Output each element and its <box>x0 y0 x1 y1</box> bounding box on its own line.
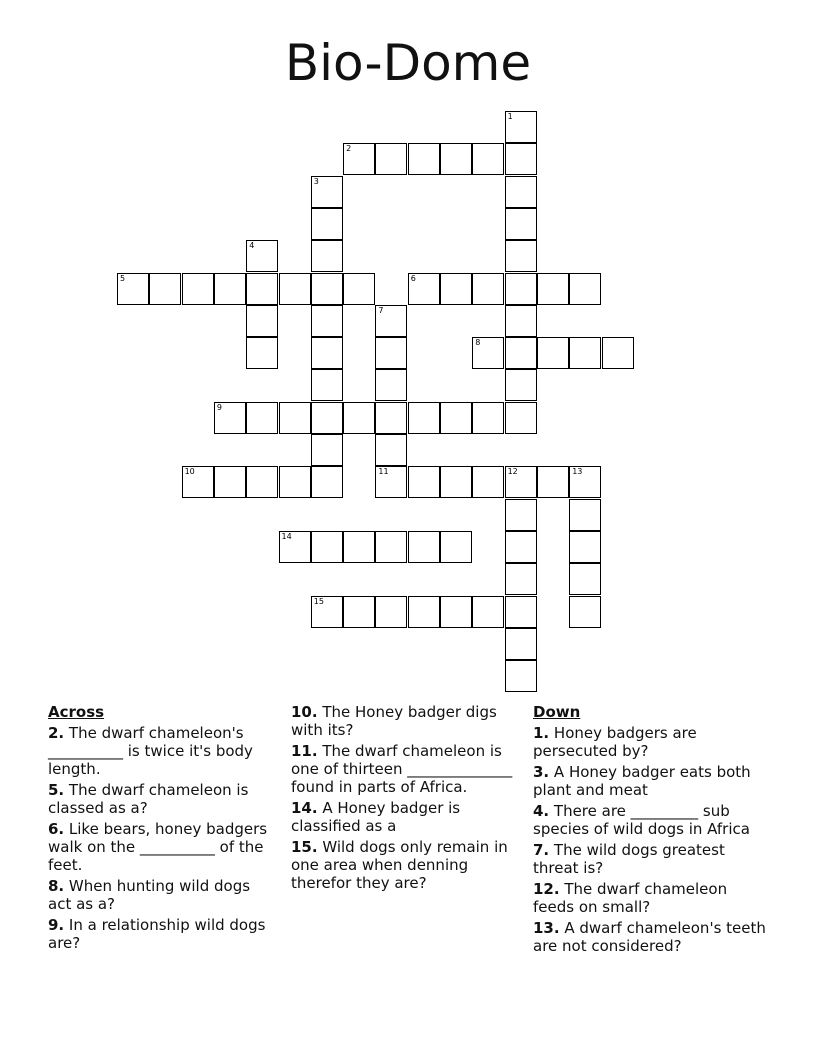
clue-number: 4. <box>533 802 550 820</box>
cell-number: 4 <box>249 241 255 251</box>
clue-number: 15. <box>291 838 318 856</box>
cell-number: 12 <box>507 467 518 477</box>
grid-cell[interactable] <box>246 402 278 434</box>
grid-cell[interactable] <box>505 273 537 305</box>
clue-number: 10. <box>291 703 318 721</box>
grid-cell[interactable] <box>343 143 375 175</box>
grid-cell[interactable] <box>311 434 343 466</box>
grid-cell[interactable] <box>311 596 343 628</box>
clue-text: A Honey badger eats both plant and meat <box>533 763 751 799</box>
grid-cell[interactable] <box>537 337 569 369</box>
page-title: Bio-Dome <box>284 34 532 92</box>
grid-cell[interactable] <box>505 305 537 337</box>
across-clues <box>48 703 276 955</box>
grid-cell[interactable] <box>569 531 601 563</box>
grid-cell[interactable] <box>279 466 311 498</box>
grid-cell[interactable] <box>505 240 537 272</box>
grid-cell[interactable] <box>472 466 504 498</box>
grid-cell[interactable] <box>569 563 601 595</box>
across-clue <box>291 838 519 892</box>
cell-number: 2 <box>346 144 352 154</box>
clue-text: A Honey badger is classified as a <box>291 799 461 835</box>
grid-cell[interactable] <box>246 466 278 498</box>
clue-text: The wild dogs greatest threat is? <box>533 841 725 877</box>
down-clue <box>533 724 768 760</box>
grid-cell[interactable] <box>214 466 246 498</box>
grid-cell[interactable] <box>569 466 601 498</box>
down-clue <box>533 919 768 955</box>
grid-cell[interactable] <box>505 337 537 369</box>
clue-text: The dwarf chameleon is one of thirteen ______________ found in parts of Africa. <box>291 742 513 796</box>
clue-number: 11. <box>291 742 318 760</box>
grid-cell[interactable] <box>343 402 375 434</box>
clue-number: 12. <box>533 880 560 898</box>
down-clue <box>533 802 768 838</box>
clue-text: The Honey badger digs with its? <box>291 703 497 739</box>
grid-cell[interactable] <box>311 273 343 305</box>
clue-text: A dwarf chameleon's teeth are not considered? <box>533 919 766 955</box>
grid-cell[interactable] <box>375 337 407 369</box>
grid-cell[interactable] <box>149 273 181 305</box>
grid-cell[interactable] <box>182 466 214 498</box>
clue-text: The dwarf chameleon's __________ is twice it's body length. <box>48 724 253 778</box>
grid-cell[interactable] <box>505 111 537 143</box>
grid-cell[interactable] <box>375 143 407 175</box>
grid-cell[interactable] <box>505 176 537 208</box>
grid-cell[interactable] <box>375 305 407 337</box>
across-clue <box>48 877 276 913</box>
across-clue <box>291 799 519 835</box>
across-clue <box>48 820 276 874</box>
grid-cell[interactable] <box>408 402 440 434</box>
down-clues <box>533 703 768 958</box>
clue-number: 14. <box>291 799 318 817</box>
across-clue <box>48 724 276 778</box>
grid-cell[interactable] <box>375 369 407 401</box>
grid-cell[interactable] <box>569 499 601 531</box>
grid-cell[interactable] <box>602 337 634 369</box>
grid-cell[interactable] <box>505 369 537 401</box>
grid-cell[interactable] <box>311 466 343 498</box>
across-clue <box>291 703 519 739</box>
clue-text: When hunting wild dogs act as a? <box>48 877 251 913</box>
grid-cell[interactable] <box>505 628 537 660</box>
grid-cell[interactable] <box>279 273 311 305</box>
grid-cell[interactable] <box>472 402 504 434</box>
grid-cell[interactable] <box>505 466 537 498</box>
clue-text: Like bears, honey badgers walk on the __________ of the feet. <box>48 820 268 874</box>
cell-number: 6 <box>410 273 416 283</box>
clue-text: There are _________ sub species of wild dogs in Africa <box>533 802 750 838</box>
across-heading: Across <box>48 703 105 721</box>
across-clue <box>48 781 276 817</box>
grid-cell[interactable] <box>311 208 343 240</box>
clue-text: The dwarf chameleon is classed as a? <box>48 781 249 817</box>
clue-text: Wild dogs only remain in one area when denning therefor they are? <box>291 838 508 892</box>
grid-cell[interactable] <box>440 531 472 563</box>
grid-cell[interactable] <box>440 273 472 305</box>
grid-cell[interactable] <box>343 596 375 628</box>
grid-cell[interactable] <box>408 596 440 628</box>
cell-number: 5 <box>120 273 126 283</box>
grid-cell[interactable] <box>505 208 537 240</box>
grid-cell[interactable] <box>472 337 504 369</box>
clue-number: 13. <box>533 919 560 937</box>
grid-cell[interactable] <box>246 240 278 272</box>
grid-cell[interactable] <box>375 466 407 498</box>
grid-cell[interactable] <box>505 402 537 434</box>
clue-text: The dwarf chameleon feeds on small? <box>533 880 728 916</box>
grid-cell[interactable] <box>440 402 472 434</box>
clue-number: 6. <box>48 820 65 838</box>
grid-cell[interactable] <box>246 337 278 369</box>
grid-cell[interactable] <box>375 596 407 628</box>
cell-number: 15 <box>313 596 324 606</box>
grid-cell[interactable] <box>375 402 407 434</box>
grid-cell[interactable] <box>505 499 537 531</box>
grid-cell[interactable] <box>311 176 343 208</box>
cell-number: 11 <box>378 467 389 477</box>
grid-cell[interactable] <box>311 369 343 401</box>
down-clue <box>533 763 768 799</box>
cell-number: 10 <box>184 467 195 477</box>
grid-cell[interactable] <box>311 305 343 337</box>
grid-cell[interactable] <box>343 531 375 563</box>
grid-cell[interactable] <box>408 273 440 305</box>
across-clue <box>48 916 276 952</box>
grid-cell[interactable] <box>472 596 504 628</box>
grid-cell[interactable] <box>505 563 537 595</box>
grid-cell[interactable] <box>279 531 311 563</box>
clue-number: 1. <box>533 724 550 742</box>
grid-cell[interactable] <box>375 531 407 563</box>
grid-cell[interactable] <box>279 402 311 434</box>
grid-cell[interactable] <box>569 337 601 369</box>
grid-cell[interactable] <box>440 466 472 498</box>
grid-cell[interactable] <box>408 531 440 563</box>
grid-cell[interactable] <box>311 240 343 272</box>
grid-cell[interactable] <box>343 273 375 305</box>
clue-number: 3. <box>533 763 550 781</box>
grid-cell[interactable] <box>311 531 343 563</box>
clue-number: 5. <box>48 781 65 799</box>
grid-cell[interactable] <box>214 402 246 434</box>
clue-text: In a relationship wild dogs are? <box>48 916 266 952</box>
cell-number: 14 <box>281 531 292 541</box>
grid-cell[interactable] <box>472 273 504 305</box>
clue-number: 9. <box>48 916 65 934</box>
down-clue <box>533 841 768 877</box>
clue-number: 7. <box>533 841 550 859</box>
grid-cell[interactable] <box>311 337 343 369</box>
grid-cell[interactable] <box>440 143 472 175</box>
grid-cell[interactable] <box>440 596 472 628</box>
down-heading: Down <box>533 703 581 721</box>
grid-cell[interactable] <box>537 466 569 498</box>
grid-cell[interactable] <box>505 531 537 563</box>
grid-cell[interactable] <box>505 660 537 692</box>
grid-cell[interactable] <box>569 596 601 628</box>
grid-cell[interactable] <box>537 273 569 305</box>
grid-cell[interactable] <box>375 434 407 466</box>
grid-cell[interactable] <box>408 466 440 498</box>
grid-cell[interactable] <box>246 273 278 305</box>
across-clue <box>291 742 519 796</box>
cell-number: 13 <box>572 467 583 477</box>
cell-number: 3 <box>313 176 319 186</box>
cell-number: 8 <box>475 338 481 348</box>
grid-cell[interactable] <box>311 402 343 434</box>
grid-cell[interactable] <box>472 143 504 175</box>
grid-cell[interactable] <box>569 273 601 305</box>
grid-cell[interactable] <box>408 143 440 175</box>
clue-number: 2. <box>48 724 65 742</box>
clue-number: 8. <box>48 877 65 895</box>
grid-cell[interactable] <box>505 596 537 628</box>
grid-cell[interactable] <box>505 143 537 175</box>
cell-number: 7 <box>378 305 384 315</box>
grid-cell[interactable] <box>214 273 246 305</box>
grid-cell[interactable] <box>117 273 149 305</box>
cell-number: 1 <box>507 112 513 121</box>
grid-cell[interactable] <box>246 305 278 337</box>
clue-text: Honey badgers are persecuted by? <box>533 724 697 760</box>
cell-number: 9 <box>216 402 222 412</box>
across-clues-continued <box>291 703 519 895</box>
grid-cell[interactable] <box>182 273 214 305</box>
down-clue <box>533 880 768 916</box>
